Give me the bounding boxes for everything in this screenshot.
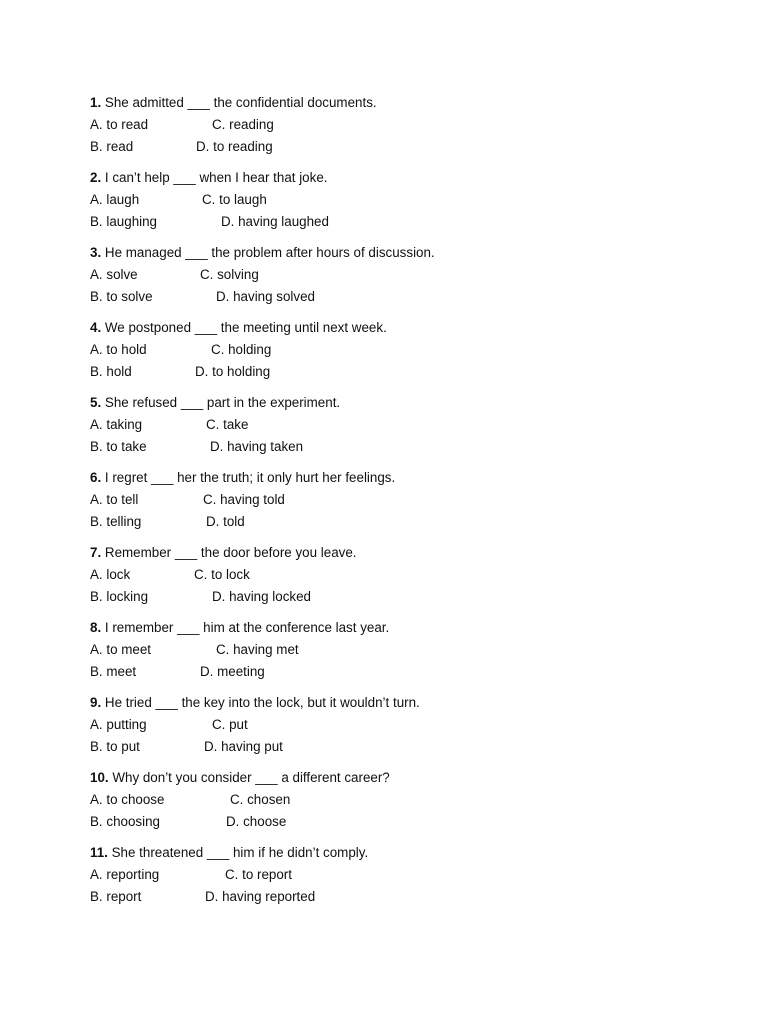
answer-option: A. lock (90, 567, 131, 582)
question-number: 5. (90, 395, 102, 410)
answer-option: D. having locked (212, 589, 311, 604)
answer-option: B. meet (90, 664, 137, 679)
answer-option: A. to choose (90, 792, 165, 807)
answer-option: B. read (90, 139, 134, 154)
answer-option: C. holding (211, 342, 272, 357)
question-6 (90, 467, 730, 533)
question-stem (90, 842, 730, 864)
answer-option: D. to holding (195, 364, 271, 379)
answer-option: C. to lock (194, 567, 250, 582)
answer-option: B. telling (90, 514, 142, 529)
answer-option: D. choose (226, 814, 287, 829)
question-stem (90, 767, 730, 789)
question-text: She refused ___ part in the experiment. (104, 395, 341, 410)
answer-option: B. laughing (90, 214, 158, 229)
question-7 (90, 542, 730, 608)
question-number: 11. (90, 845, 108, 860)
question-stem (90, 92, 730, 114)
question-text: Why don’t you consider ___ a different career? (112, 770, 390, 785)
option-row (90, 136, 730, 158)
worksheet (90, 92, 730, 917)
answer-option: D. having solved (216, 289, 315, 304)
question-text: She admitted ___ the confidential documents. (104, 95, 377, 110)
question-number: 8. (90, 620, 102, 635)
question-stem (90, 242, 730, 264)
answer-option: C. to laugh (202, 192, 267, 207)
option-row (90, 189, 730, 211)
answer-option: D. told (206, 514, 245, 529)
answer-option: D. to reading (196, 139, 273, 154)
answer-option: D. having taken (210, 439, 304, 454)
answer-option: B. to put (90, 739, 140, 754)
answer-option: C. having told (203, 492, 285, 507)
question-number: 6. (90, 470, 102, 485)
option-row (90, 361, 730, 383)
answer-option: D. having reported (205, 889, 316, 904)
question-2 (90, 167, 730, 233)
answer-option: B. hold (90, 364, 132, 379)
answer-option: A. to read (90, 117, 149, 132)
answer-option: B. to solve (90, 289, 153, 304)
answer-option: C. put (212, 717, 248, 732)
answer-option: B. locking (90, 589, 149, 604)
option-row (90, 286, 730, 308)
option-row (90, 811, 730, 833)
answer-option: C. solving (200, 267, 259, 282)
question-9 (90, 692, 730, 758)
question-text: I remember ___ him at the conference last year. (104, 620, 390, 635)
answer-option: A. to meet (90, 642, 152, 657)
question-1 (90, 92, 730, 158)
question-stem (90, 692, 730, 714)
question-5 (90, 392, 730, 458)
answer-option: B. choosing (90, 814, 160, 829)
option-row (90, 864, 730, 886)
answer-option: D. having laughed (221, 214, 329, 229)
answer-option: C. take (206, 417, 249, 432)
question-text: She threatened ___ him if he didn’t comply. (111, 845, 369, 860)
question-text: I can’t help ___ when I hear that joke. (104, 170, 328, 185)
question-number: 9. (90, 695, 102, 710)
answer-option: B. report (90, 889, 142, 904)
option-row (90, 511, 730, 533)
option-row (90, 639, 730, 661)
question-text: I regret ___ her the truth; it only hurt her feelings. (104, 470, 396, 485)
option-row (90, 586, 730, 608)
option-row (90, 436, 730, 458)
answer-option: D. meeting (200, 664, 265, 679)
answer-option: C. to report (225, 867, 292, 882)
question-3 (90, 242, 730, 308)
option-row (90, 564, 730, 586)
option-row (90, 789, 730, 811)
answer-option: A. laugh (90, 192, 140, 207)
option-row (90, 736, 730, 758)
option-row (90, 211, 730, 233)
answer-option: C. chosen (230, 792, 291, 807)
question-number: 4. (90, 320, 102, 335)
question-text: We postponed ___ the meeting until next week. (104, 320, 387, 335)
question-number: 7. (90, 545, 102, 560)
option-row (90, 886, 730, 908)
question-number: 2. (90, 170, 102, 185)
answer-option: A. to tell (90, 492, 139, 507)
answer-option: A. to hold (90, 342, 147, 357)
question-number: 3. (90, 245, 102, 260)
answer-option: A. putting (90, 717, 147, 732)
question-stem (90, 167, 730, 189)
answer-option: A. solve (90, 267, 138, 282)
answer-option: C. reading (212, 117, 274, 132)
question-stem (90, 617, 730, 639)
question-stem (90, 467, 730, 489)
question-8 (90, 617, 730, 683)
option-row (90, 264, 730, 286)
question-text: He managed ___ the problem after hours of discussion. (104, 245, 435, 260)
option-row (90, 714, 730, 736)
question-11 (90, 842, 730, 908)
question-text: He tried ___ the key into the lock, but it wouldn’t turn. (104, 695, 420, 710)
option-row (90, 339, 730, 361)
answer-option: B. to take (90, 439, 147, 454)
question-number: 1. (90, 95, 102, 110)
question-stem (90, 317, 730, 339)
option-row (90, 489, 730, 511)
option-row (90, 414, 730, 436)
answer-option: A. reporting (90, 867, 160, 882)
question-stem (90, 392, 730, 414)
question-10 (90, 767, 730, 833)
question-stem (90, 542, 730, 564)
question-4 (90, 317, 730, 383)
answer-option: C. having met (216, 642, 299, 657)
question-number: 10. (90, 770, 109, 785)
question-text: Remember ___ the door before you leave. (104, 545, 357, 560)
answer-option: D. having put (204, 739, 283, 754)
option-row (90, 661, 730, 683)
option-row (90, 114, 730, 136)
answer-option: A. taking (90, 417, 143, 432)
